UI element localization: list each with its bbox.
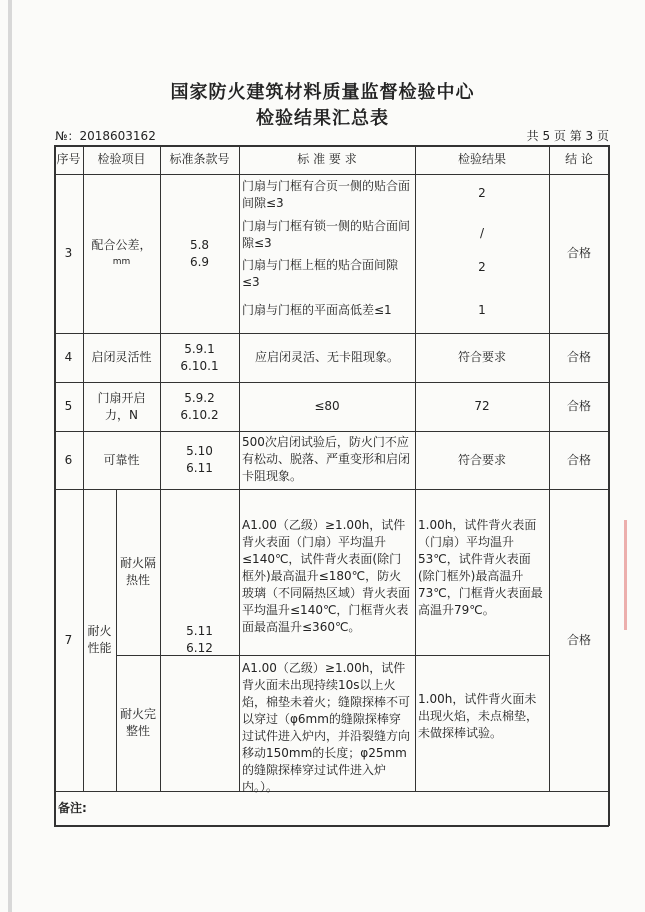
row4-requirement: 应启闭灵活、无卡阻现象。 <box>254 350 399 364</box>
row3-result-1: 2 <box>478 186 486 200</box>
row3-req-3: 门扇与门框上框的贴合面间隙≤3 <box>242 258 399 289</box>
row7-item: 耐火性能 <box>87 624 112 655</box>
row5-clause <box>160 382 239 431</box>
row7-req-integrity: A1.00（乙级）≥1.00h，试件背火面未出现持续10s以上火焰，棉垫未着火；缝隙探棒不可以穿过（φ6mm的缝隙探棒穿过试件进入炉内，并沿裂缝方向移动150mm的长度；φ25mm的缝隙探棒穿过试件进入炉内。）。 <box>242 661 411 794</box>
row4-conclusion: 合格 <box>566 350 591 364</box>
row3-result-4: 1 <box>478 303 486 317</box>
clause-line: 6.12 <box>186 641 213 655</box>
row4-no: 4 <box>64 350 73 364</box>
row7-no: 7 <box>64 632 73 647</box>
document-number: №：2018603162 <box>55 129 156 143</box>
row3-result-3: 2 <box>478 260 486 274</box>
row5-item: 门扇开启力，N <box>97 390 146 422</box>
row3-result-2: / <box>479 226 485 240</box>
row7-clause <box>160 489 239 791</box>
row7-subitem-integrity: 耐火完整性 <box>120 707 157 738</box>
results-table <box>54 145 609 826</box>
clause-line: 5.11 <box>186 624 213 638</box>
row6-item: 可靠性 <box>103 452 140 467</box>
row7-subitem-insulation: 耐火隔热性 <box>120 556 157 587</box>
clause-line: 6.10.2 <box>180 407 219 422</box>
row6-conclusion: 合格 <box>566 452 591 467</box>
row6-result: 符合要求 <box>457 452 506 467</box>
clause-line: 5.9.1 <box>184 341 215 356</box>
clause-line: 5.9.2 <box>184 390 215 405</box>
report-title: 国家防火建筑材料质量监督检验中心 <box>170 82 475 103</box>
header-clause: 标准条款号 <box>169 152 230 166</box>
header-requirement: 标 准 要 求 <box>297 152 357 166</box>
header-no: 序号 <box>56 152 81 166</box>
row6-clause <box>160 431 239 489</box>
row5-conclusion: 合格 <box>566 399 591 413</box>
row5-requirement: ≤80 <box>314 399 340 413</box>
row3-item-label: 配合公差， <box>91 237 152 252</box>
row4-clause <box>160 333 239 382</box>
row3-req-2: 门扇与门框有锁一侧的贴合面间隙≤3 <box>242 219 411 250</box>
row6-no: 6 <box>64 452 73 467</box>
row3-conclusion: 合格 <box>566 246 591 260</box>
row3-req-1: 门扇与门框有合页一侧的贴合面间隙≤3 <box>242 179 411 210</box>
stamp-edge <box>624 520 645 630</box>
clause-line: 6.11 <box>186 461 213 475</box>
page-edge <box>8 0 12 912</box>
row5-no: 5 <box>64 399 73 413</box>
header-conclusion: 结 论 <box>565 152 593 166</box>
clause-line: 5.10 <box>186 444 213 458</box>
page-info: 共 5 页 第 3 页 <box>526 129 609 143</box>
header-item: 检验项目 <box>97 152 146 166</box>
row5-result: 72 <box>474 399 490 413</box>
clause-line: 5.8 <box>189 237 210 252</box>
row7-req-insulation: A1.00（乙级）≥1.00h，试件背火表面（门扇）平均温升≤140℃，试件背火表面(除门框外)最高温升≤180℃，防火玻璃（不同隔热区域）背火表面平均温升≤140℃，门框背火表面最高温升≤360℃。 <box>242 518 411 634</box>
row6-requirement: 500次启闭试验后，防火门不应有松动、脱落、严重变形和启闭卡阻现象。 <box>242 435 411 483</box>
row7-result-integrity: 1.00h，试件背火面未出现火焰，未点棉垫，未做探棒试验。 <box>418 692 539 740</box>
row4-result: 符合要求 <box>457 350 506 364</box>
row4-item: 启闭灵活性 <box>91 350 152 364</box>
row7-conclusion: 合格 <box>566 632 591 647</box>
row3-req-4: 门扇与门框的平面高低差≤1 <box>242 303 392 317</box>
row7-result-insulation: 1.00h，试件背火表面（门扇）平均温升53℃，试件背火表面(除门框外)最高温升73℃，门框背火表面最高温升79℃。 <box>418 518 543 617</box>
header-result: 检验结果 <box>457 152 506 166</box>
remark-label: 备注: <box>58 801 87 815</box>
clause-line: 6.9 <box>189 254 210 269</box>
row3-item-unit: mm <box>112 256 131 267</box>
clause-line: 6.10.1 <box>180 358 219 373</box>
row3-clause <box>160 174 239 333</box>
report-subtitle: 检验结果汇总表 <box>256 108 389 129</box>
row3-item <box>83 174 160 333</box>
row3-no: 3 <box>64 246 73 260</box>
